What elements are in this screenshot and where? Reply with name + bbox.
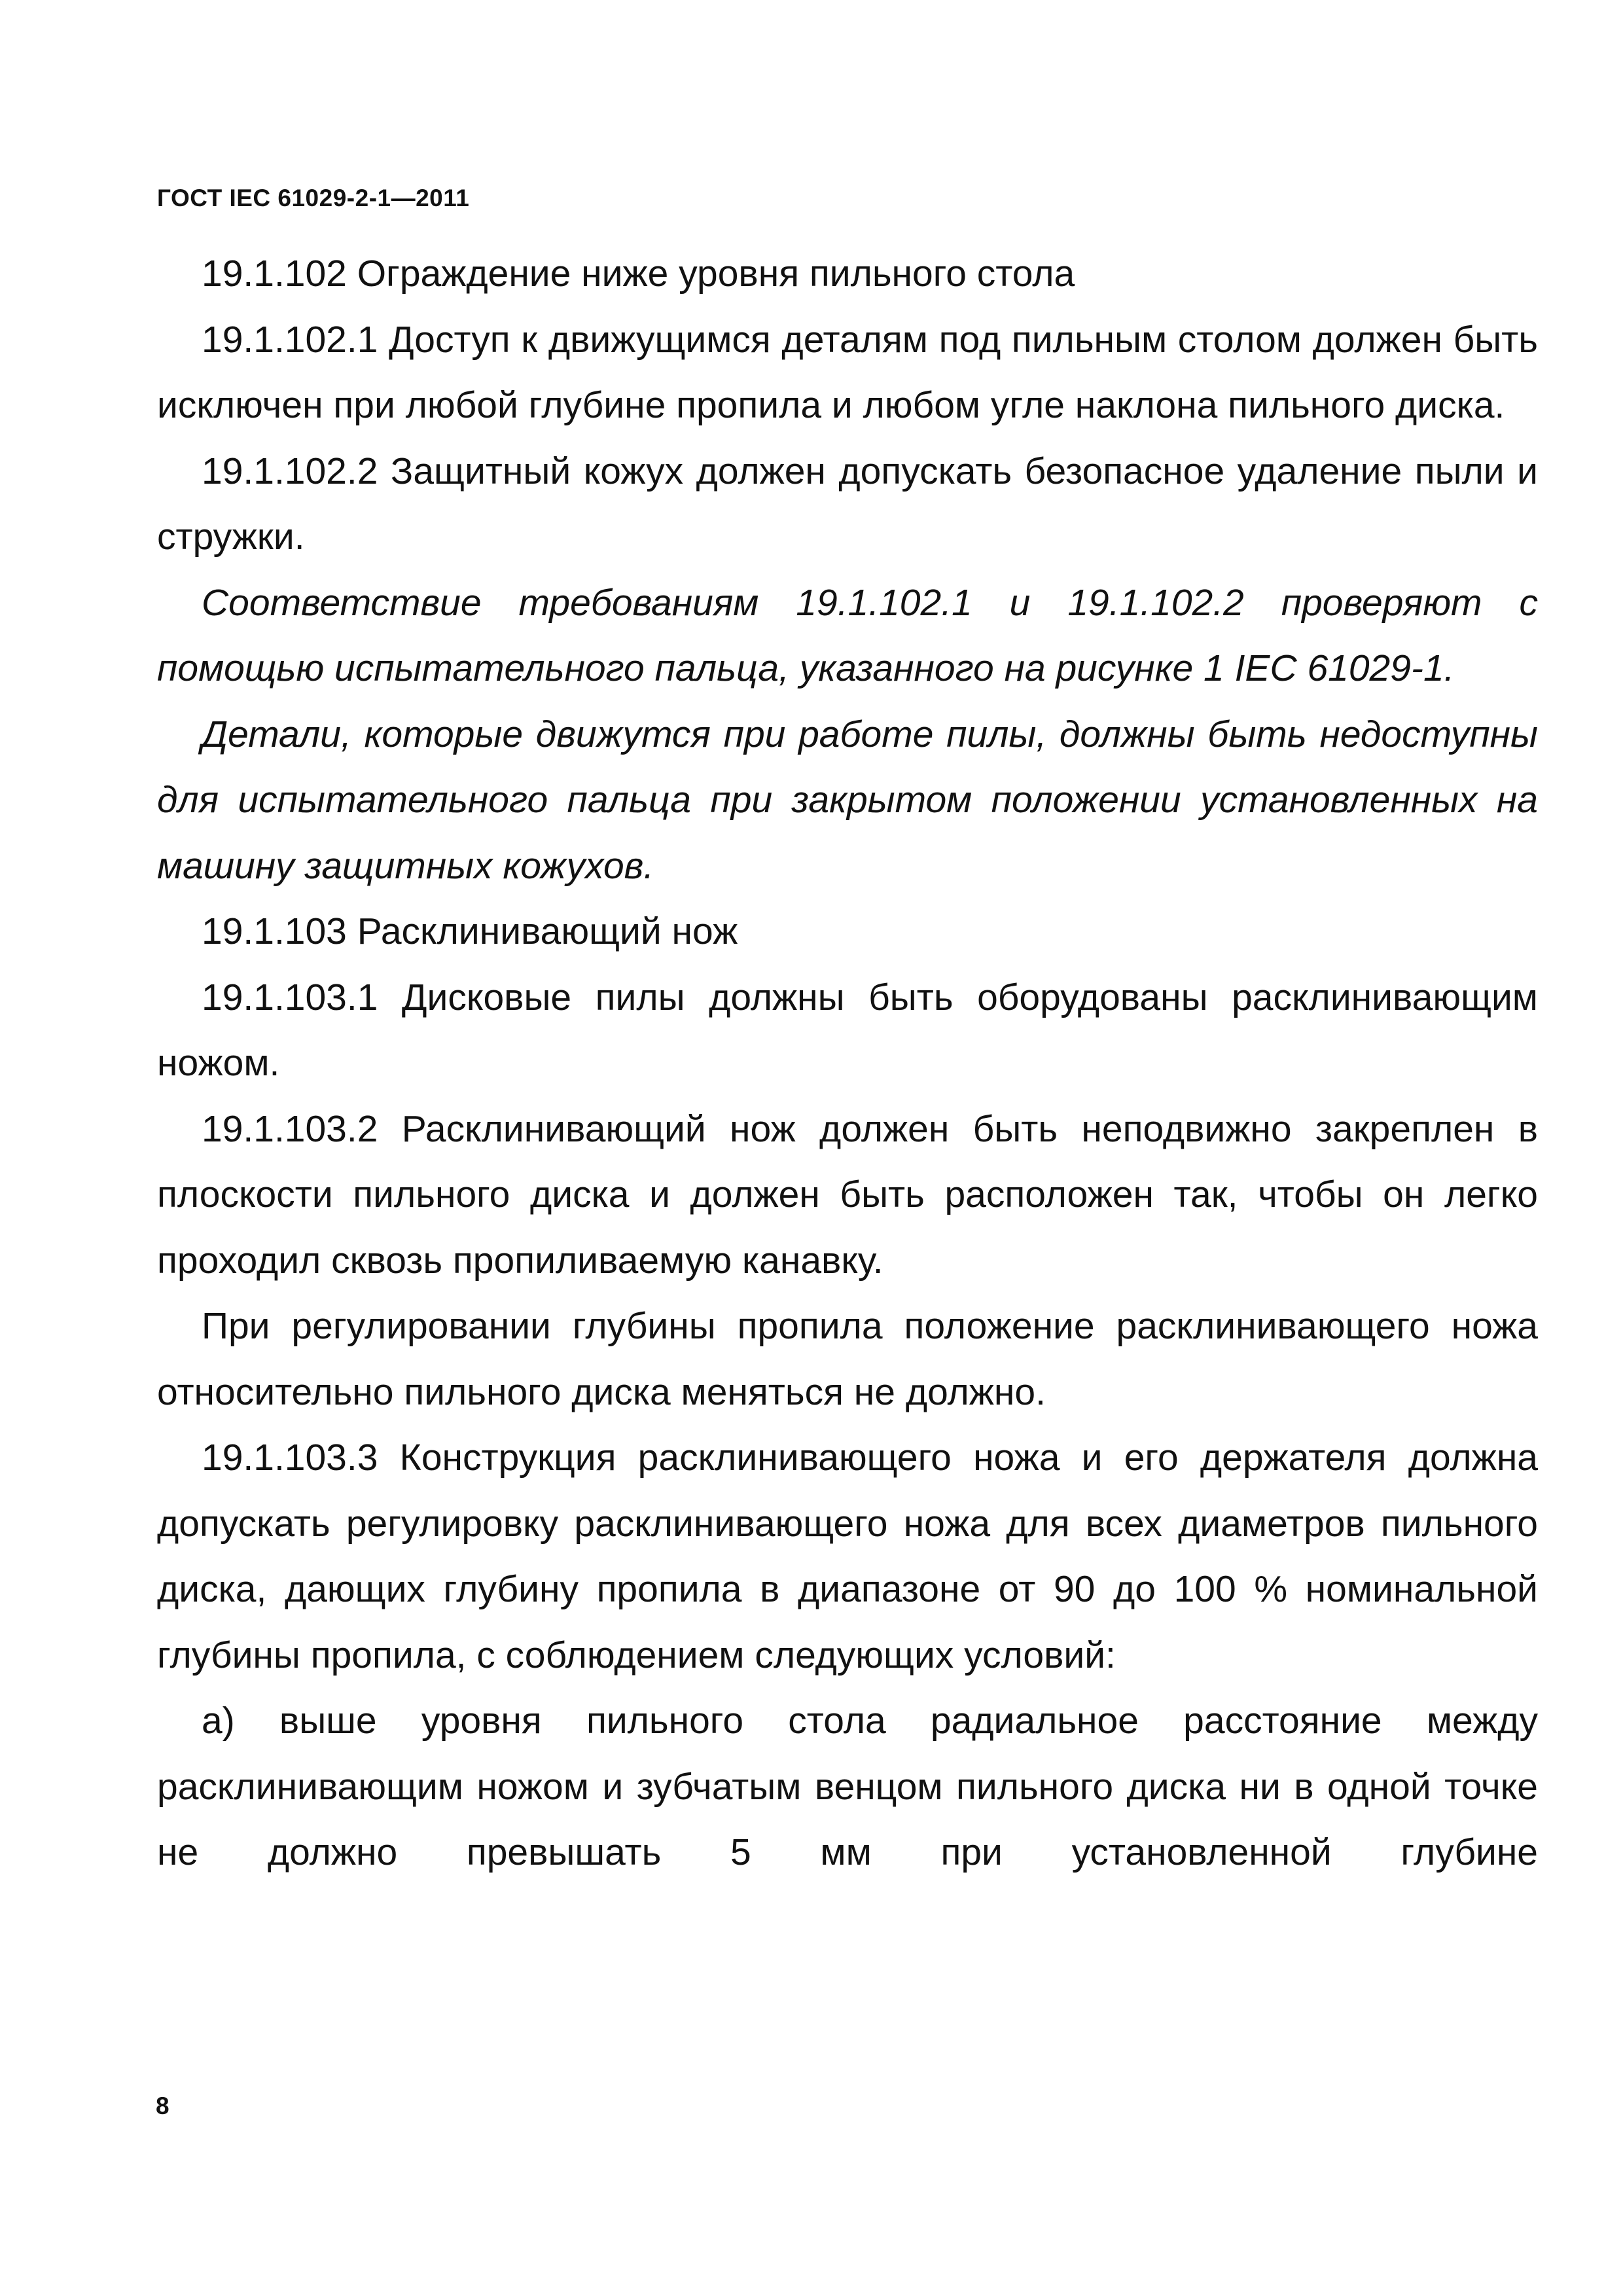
heading-19-1-103: 19.1.103 Расклинивающий нож xyxy=(202,910,738,952)
paragraph-depth-adjustment: При регулировании глубины пропила положение расклинивающего ножа относительно пильного диска меняться не должно. xyxy=(157,1305,1538,1413)
heading-19-1-102: 19.1.102 Ограждение ниже уровня пильного стола xyxy=(202,253,1075,295)
moving-parts-note: Детали, которые движутся при работе пилы, должны быть недоступны для испытательного пальца при закрытом положении установленных на машину защитных кожухов. xyxy=(157,713,1538,887)
paragraph-19-1-102-2: 19.1.102.2 Защитный кожух должен допускать безопасное удаление пыли и стружки. xyxy=(157,450,1538,558)
paragraph-19-1-103-2: 19.1.103.2 Расклинивающий нож должен быть неподвижно закреплен в плоскости пильного диска и должен быть расположен так, чтобы он легко проходил сквозь пропиливаемую канавку. xyxy=(157,1107,1538,1282)
paragraph-19-1-102-1: 19.1.102.1 Доступ к движущимся деталям под пильным столом должен быть исключен при любой глубине пропила и любом угле наклона пильного диска. xyxy=(157,318,1538,426)
paragraph-19-1-103-3: 19.1.103.3 Конструкция расклинивающего ножа и его держателя должна допускать регулировку расклинивающего ножа для всех диаметров пильного диска, дающих глубину пропила в диапазоне от 90 до 100 % номинальной глубины пропила, с соблюдением следующих условий: xyxy=(157,1437,1538,1676)
document-header: ГОСТ IEC 61029-2-1—2011 xyxy=(157,185,470,211)
compliance-note: Соответствие требованиям 19.1.102.1 и 19.1.102.2 проверяют с помощью испытательного пальца, указанного на рисунке 1 IEC 61029-1. xyxy=(157,581,1538,689)
page-number: 8 xyxy=(156,2092,169,2119)
paragraph-19-1-103-1: 19.1.103.1 Дисковые пилы должны быть оборудованы расклинивающим ножом. xyxy=(157,976,1538,1084)
list-item-a: а) выше уровня пильного стола радиальное расстояние между расклинивающим ножом и зубчатым венцом пильного диска ни в одной точке не должно превышать 5 мм при установленной глубине xyxy=(157,1700,1538,1873)
document-body xyxy=(157,241,1538,1886)
